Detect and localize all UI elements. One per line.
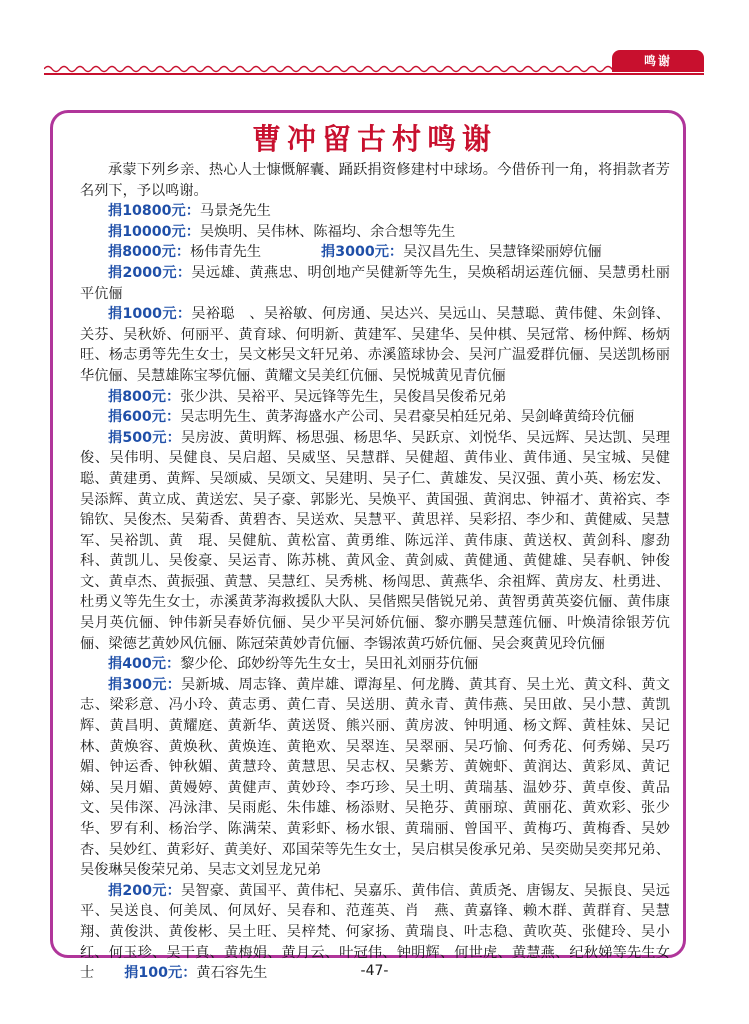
- amount-label: 捐2000元：: [108, 264, 192, 281]
- article-body: [80, 160, 670, 984]
- donor-names: 吴焕明、吴伟林、陈福均、余合想等先生: [199, 223, 456, 240]
- donation-1000: [80, 304, 670, 386]
- donation-500: [80, 428, 670, 655]
- section-tag: 鸣谢: [612, 50, 704, 72]
- amount-label: 捐200元：: [108, 882, 181, 899]
- donation-600: [80, 407, 670, 428]
- donor-names: 马景尧先生: [199, 203, 271, 220]
- donor-names: 吴智豪、黄国平、黄伟杞、吴嘉乐、黄伟信、黄质尧、唐锡友、吴振良、吴远平、吴送良、何美凤、何凤好、吴春和、范莲英、肖 燕、黄嘉锋、赖木群、黄群育、吴慧翔、黄俊洪、黄俊彬、吴土旺、吴梓梵、何家扬、黄瑞良、叶志稳、黄吹英、张健玲、吴小红、何玉珍、吴干真、黄梅娟、黄月云、叶冠伟、钟明辉、何世虎、黄慧燕、纪秋娣等先生女士: [80, 882, 670, 982]
- amount-label: 捐300元：: [108, 676, 181, 693]
- amount-label: 捐600元：: [108, 409, 181, 426]
- donor-names: 吴远雄、黄燕忠、明创地产吴健新等先生，吴焕稻胡运莲伉俪、吴慧勇杜丽平伉俪: [80, 264, 670, 302]
- donation-400: [80, 654, 670, 675]
- header-rule: [44, 73, 704, 75]
- donor-names: 吴房波、黄明辉、杨思强、杨思华、吴跃京、刘悦华、吴远辉、吴达凯、吴理俊、吴伟明、吴健良、吴启超、吴威坚、吴慧群、吴健超、黄伟业、黄伟通、吴宝城、吴健聪、黄建勇、黄辉、吴颂威、吴颂文、吴建明、吴子仁、黄雄发、吴汉强、黄小英、杨宏发、吴添辉、黄立成、黄送宏、吴子豪、郭影光、吴焕平、黄国强、黄润忠、钟福才、黄裕宾、李锦钦、吴俊杰、吴菊香、黄碧杏、吴送欢、吴慧平、黄思祥、吴彩招、李少和、黄健威、吴慧军、吴裕凯、黄 琨、吴健航、黄松富、黄勇维、陈远洋、黄伟康、黄送权、黄剑科、廖劲科、黄凯儿、吴俊豪、吴运青、陈苏桃、黄风金、黄剑威、黄健通、黄健雄、吴春帆、钟俊文、黄卓杰、黄振强、黄慧、吴慧红、吴秀桃、杨闯思、黄燕华、余祖辉、黄房友、杜勇进、杜勇义等先生女士，赤溪黄茅海救援队大队、吴偕熙吴偕锐兄弟、黄智勇黄英姿伉俪、黄伟康吴月英伉俪、钟伟新吴春娇伉俪、吴少平吴河娇伉俪、黎亦鹏吴慧莲伉俪、叶焕清徐银芳伉俪、梁德艺黄妙风伉俪、陈冠荣黄妙青伉俪、李锡浓黄巧娇伉俪、吴会爽黄见玲伉俪: [80, 429, 670, 652]
- donor-names: 吴新城、周志锋、黄岸雄、谭海星、何龙腾、黄其育、吴土光、黄文科、黄文志、梁彩意、冯小玲、黄志勇、黄仁青、吴送朋、黄永青、黄伟燕、吴田啟、吴小慧、黄凯辉、黄昌明、黄耀庭、黄新华、黄送贤、熊兴丽、黄房波、钟明通、杨文辉、黄桂妹、吴记林、黄焕容、黄焕秋、黄焕连、黄艳欢、吴翠连、吴翠丽、吴巧愉、何秀花、何秀娣、吴巧媚、钟运香、钟秋媚、黄慧玲、黄慧思、吴志权、吴紫芳、黄婉虾、黄润达、黄彩凤、黄记娣、吴月媚、黄嫚婷、黄健声、黄妙玲、李巧珍、吴土明、黄瑞基、温妙芬、黄卓俊、黄品文、吴伟深、冯泳津、吴雨彪、朱伟雄、杨添财、吴艳芬、黄丽琼、黄丽花、黄欢彩、张少华、罗有利、杨治学、陈满荣、黄彩虾、杨水银、黄瑞丽、曾国平、黄梅巧、黄梅香、吴妙杏、吴妙红、黄彩好、黄美好、邓国荣等先生女士，吴启棋吴俊承兄弟、吴奕勋吴奕邦兄弟、吴俊琳吴俊荣兄弟、吴志文刘昱龙兄弟: [80, 676, 670, 879]
- amount-label: 捐500元：: [108, 429, 181, 446]
- amount-label: 捐100元：: [124, 965, 197, 982]
- amount-label: 捐800元：: [108, 388, 181, 405]
- donation-10800: [80, 201, 670, 222]
- donation-800: [80, 387, 670, 408]
- donor-names: 黄石容先生: [196, 965, 268, 982]
- donor-names: 吴汉昌先生、吴慧锋梁丽婷伉俪: [403, 244, 602, 261]
- intro-paragraph: 承蒙下列乡亲、热心人士慷慨解囊、踊跃捐资修建村中球场。今借侨刊一角，将捐款者芳名列下，予以鸣谢。: [80, 162, 670, 199]
- donor-names: 吴志明先生、黄茅海盛水产公司、吴君豪吴柏廷兄弟、吴剑峰黄绮玲伉俪: [180, 409, 635, 426]
- donor-names: 黎少伦、邱妙纷等先生女士，吴田礼刘丽芬伉俪: [180, 656, 479, 673]
- page-title: 曹冲留古村鸣谢: [251, 122, 497, 156]
- donation-10000: [80, 222, 670, 243]
- amount-label: 捐10000元：: [108, 223, 200, 240]
- page-number: -47-: [360, 963, 389, 979]
- amount-label: 捐400元：: [108, 656, 181, 673]
- donor-names: 张少洪、吴裕平、吴远锋等先生，吴俊昌吴俊希兄弟: [180, 388, 507, 405]
- amount-label: 捐1000元：: [108, 306, 192, 323]
- amount-label: 捐10800元：: [108, 203, 200, 220]
- amount-label: 捐8000元：: [108, 244, 191, 261]
- donation-300: [80, 675, 670, 881]
- donor-names: 吴裕聪 、吴裕敏、何房通、吴达兴、吴远山、吴慧聪、黄伟健、朱剑锋、关芬、吴秋娇、何丽平、黄育球、何明新、黄建军、吴建华、吴仲棋、吴冠常、杨仲辉、杨炳旺、杨志勇等先生女士，吴文彬吴文轩兄弟、赤溪篮球协会、吴河广温爱群伉俪、吴送凯杨丽华伉俪、吴慧雄陈宝琴伉俪、黄耀文吴美红伉俪、吴悦城黄见青伉俪: [80, 306, 670, 384]
- amount-label: 捐3000元：: [321, 244, 404, 261]
- donor-names: 杨伟青先生: [190, 244, 262, 261]
- donation-8000-3000: [80, 242, 670, 263]
- donation-2000: [80, 263, 670, 304]
